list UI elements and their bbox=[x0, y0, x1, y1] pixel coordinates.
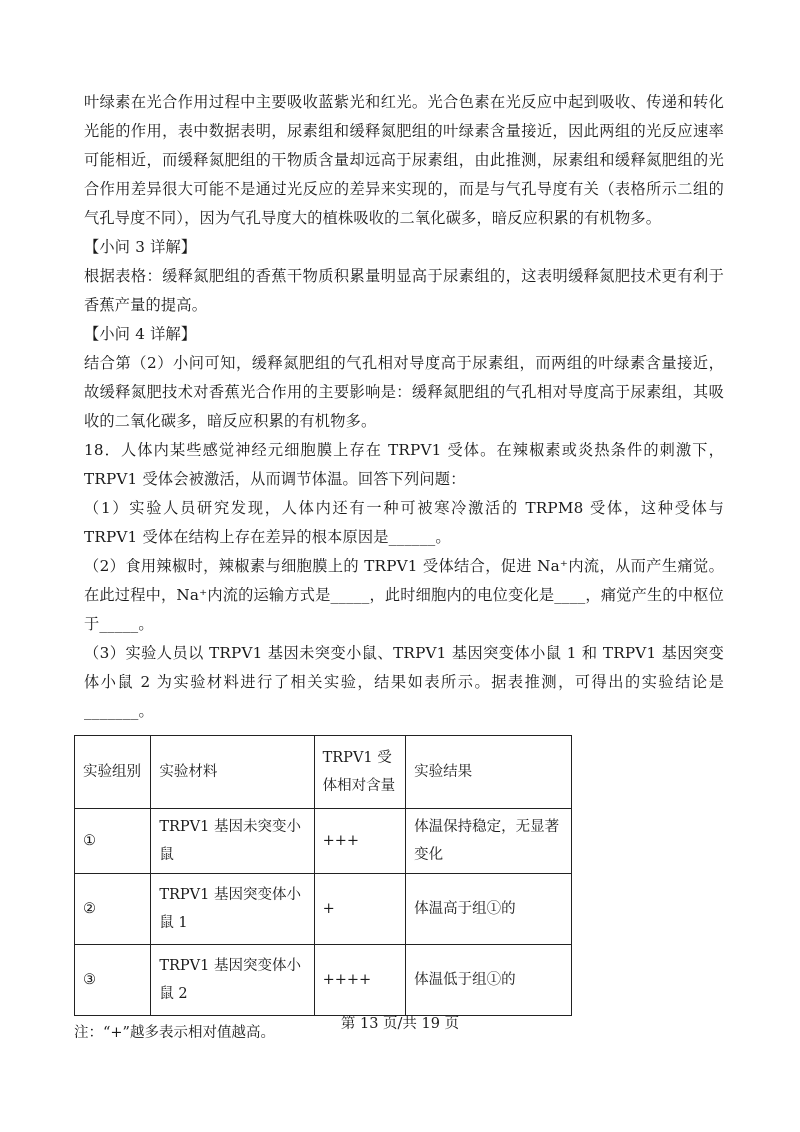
table-cell: 体温高于组①的 bbox=[406, 874, 572, 945]
table-cell: 体温低于组①的 bbox=[406, 945, 572, 1016]
table-row bbox=[75, 874, 572, 945]
question-18-part-2: （2）食用辣椒时，辣椒素与细胞膜上的 TRPV1 受体结合，促进 Na⁺内流，从而产生痛觉。在此过程中，Na⁺内流的运输方式是_____，此时细胞内的电位变化是____，痛觉产生的中枢位于_____。 bbox=[84, 557, 724, 633]
table-header-cell: 实验材料 bbox=[151, 736, 314, 809]
table-header-cell: TRPV1 受体相对含量 bbox=[314, 736, 406, 809]
heading-question-3: 【小问 3 详解】 bbox=[84, 238, 197, 256]
table-cell: ② bbox=[75, 874, 151, 945]
paragraph-question-4-answer: 结合第（2）小问可知，缓释氮肥组的气孔相对导度高于尿素组，而两组的叶绿素含量接近，故缓释氮肥技术对香蕉光合作用的主要影响是：缓释氮肥组的气孔相对导度高于尿素组，其吸收的二氧化碳多，暗反应积累的有机物多。 bbox=[84, 354, 724, 430]
paragraph-question-3-answer: 根据表格：缓释氮肥组的香蕉干物质积累量明显高于尿素组的，这表明缓释氮肥技术更有利于香蕉产量的提高。 bbox=[84, 267, 724, 314]
table-note: 注：“+”越多表示相对值越高。 bbox=[74, 1025, 275, 1041]
table-header-cell: 实验结果 bbox=[406, 736, 572, 809]
question-18-part-1: （1）实验人员研究发现，人体内还有一种可被寒冷激活的 TRPM8 受体，这种受体与 TRPV1 受体在结构上存在差异的根本原因是______。 bbox=[84, 499, 724, 546]
table-cell: + bbox=[314, 874, 406, 945]
heading-question-4: 【小问 4 详解】 bbox=[84, 325, 197, 343]
paragraph-photosynthesis-analysis: 叶绿素在光合作用过程中主要吸收蓝紫光和红光。光合色素在光反应中起到吸收、传递和转化光能的作用，表中数据表明，尿素组和缓释氮肥组的叶绿素含量接近，因此两组的光反应速率可能相近，而缓释氮肥组的干物质含量却远高于尿素组，由此推测，尿素组和缓释氮肥组的光合作用差异很大可能不是通过光反应的差异来实现的，而是与气孔导度有关（表格所示二组的气孔导度不同），因为气孔导度大的植株吸收的二氧化碳多，暗反应积累的有机物多。 bbox=[84, 93, 724, 227]
table-row bbox=[75, 945, 572, 1016]
table-cell: ③ bbox=[75, 945, 151, 1016]
table-header-cell: 实验组别 bbox=[75, 736, 151, 809]
table-cell: TRPV1 基因突变体小鼠 1 bbox=[151, 874, 314, 945]
table-cell: ++++ bbox=[314, 945, 406, 1016]
table-row bbox=[75, 809, 572, 874]
table-cell: 体温保持稳定，无显著变化 bbox=[406, 809, 572, 874]
table-cell: ① bbox=[75, 809, 151, 874]
question-18-part-3: （3）实验人员以 TRPV1 基因未突变小鼠、TRPV1 基因突变体小鼠 1 和 TRPV1 基因突变体小鼠 2 为实验材料进行了相关实验，结果如表所示。据表推测，可得出的实验结论是_______。 bbox=[84, 644, 724, 720]
table-header-row bbox=[75, 736, 572, 809]
table-cell: TRPV1 基因未突变小鼠 bbox=[151, 809, 314, 874]
question-18-stem: 18．人体内某些感觉神经元细胞膜上存在 TRPV1 受体。在辣椒素或炎热条件的刺激下，TRPV1 受体会被激活，从而调节体温。回答下列问题： bbox=[84, 441, 724, 488]
page-content bbox=[74, 88, 724, 1046]
experiment-table bbox=[74, 735, 572, 1016]
page-number-footer: 第 13 页/共 19 页 bbox=[340, 1016, 460, 1032]
table-cell: TRPV1 基因突变体小鼠 2 bbox=[151, 945, 314, 1016]
table-cell: +++ bbox=[314, 809, 406, 874]
